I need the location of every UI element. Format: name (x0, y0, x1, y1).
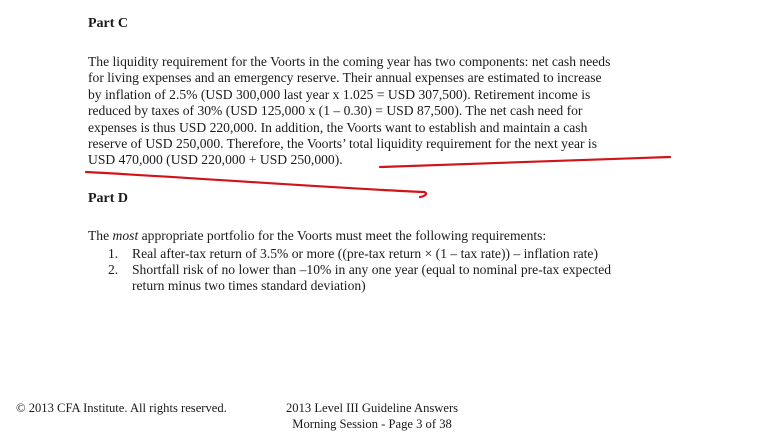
footer-guideline-title: 2013 Level III Guideline Answers (286, 401, 459, 415)
requirement-text: Real after-tax return of 3.5% or more ((pre-tax return × (1 – tax rate)) – inflation rate) (132, 246, 598, 261)
paragraph-line: expenses is thus USD 220,000. In addition, the Voorts want to establish and maintain a cash (88, 119, 588, 135)
underline-stroke-bottom (86, 172, 426, 197)
paragraph-line: USD 470,000 (USD 220,000 + USD 250,000). (88, 152, 343, 168)
requirements-list (108, 246, 611, 295)
part-d-heading: Part D (88, 191, 129, 206)
part-c-heading: Part C (88, 16, 129, 31)
footer-session-page: Morning Session - Page 3 of 38 (292, 417, 452, 431)
requirement-text: return minus two times standard deviation) (132, 278, 366, 294)
paragraph-line: by inflation of 2.5% (USD 300,000 last year x 1.025 = USD 307,500). Retirement income is (88, 86, 591, 102)
paragraph-line: reserve of USD 250,000. Therefore, the Voorts’ total liquidity requirement for the next year is (88, 136, 598, 152)
requirement-item (108, 262, 611, 294)
requirement-number: 1. (108, 246, 119, 261)
footer-guideline (286, 400, 458, 432)
intro-prefix: The (88, 228, 113, 243)
requirement-text: Shortfall risk of no lower than –10% in any one year (equal to nominal pre-tax expected (132, 262, 612, 278)
intro-suffix: appropriate portfolio for the Voorts must meet the following requirements: (138, 228, 547, 243)
paragraph-line: The liquidity requirement for the Voorts in the coming year has two components: net cash needs (88, 54, 611, 69)
footer-copyright: © 2013 CFA Institute. All rights reserved. (16, 401, 227, 415)
requirement-item (108, 246, 611, 262)
intro-emphasis: most (112, 228, 139, 243)
requirement-number: 2. (108, 262, 119, 278)
part-d-intro (88, 228, 688, 244)
paragraph-line: for living expenses and an emergency reserve. Their annual expenses are estimated to increase (88, 70, 602, 86)
paragraph-line: reduced by taxes of 30% (USD 125,000 x (1 – 0.30) = USD 87,500). The net cash need for (88, 103, 583, 119)
part-c-paragraph (88, 54, 688, 169)
